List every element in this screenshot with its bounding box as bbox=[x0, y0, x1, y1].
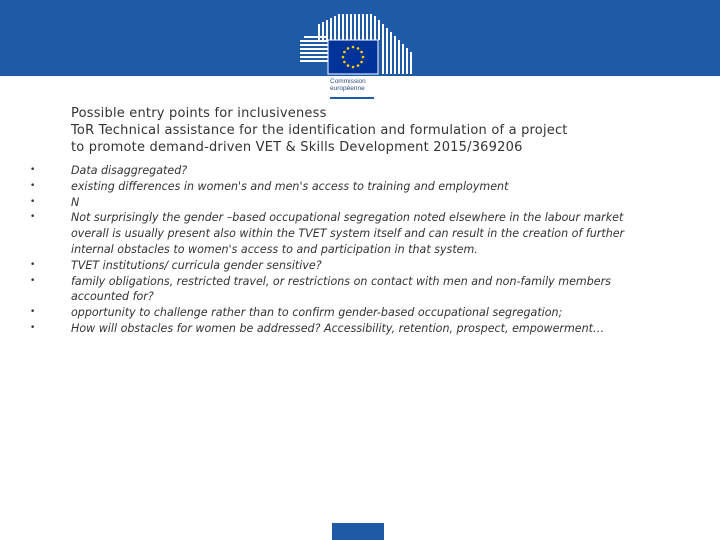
bullet-dot-icon: • bbox=[30, 196, 36, 207]
slide-title bbox=[71, 105, 691, 156]
bullet-list bbox=[30, 163, 680, 337]
bullet-dot-icon: • bbox=[30, 322, 36, 333]
logo-text bbox=[330, 78, 390, 92]
bullet-dot-icon: • bbox=[30, 212, 36, 223]
bullet-text-line: How will obstacles for women be addressed? Accessibility, retention, prospect, empowerment… bbox=[71, 321, 605, 335]
bullet-text-line: existing differences in women's and men's access to training and employment bbox=[71, 179, 509, 193]
bullet-item bbox=[30, 163, 680, 179]
bullet-item bbox=[30, 274, 680, 306]
bullet-dot-icon: • bbox=[30, 275, 36, 286]
european-commission-logo bbox=[300, 14, 422, 100]
bullet-dot-icon: • bbox=[30, 165, 36, 175]
title-line-3: to promote demand-driven VET & Skills Development 2015/369206 bbox=[71, 140, 523, 155]
bullet-text-line: Data disaggregated? bbox=[71, 164, 188, 177]
title-line-2: ToR Technical assistance for the identification and formulation of a project bbox=[71, 123, 568, 138]
footer-bar bbox=[332, 523, 384, 540]
bullet-text-line: N bbox=[71, 195, 80, 209]
bullet-dot-icon: • bbox=[30, 180, 36, 191]
bullet-text-line: Not surprisingly the gender –based occupational segregation noted elsewhere in the labour market bbox=[71, 211, 624, 225]
bullet-text-line: TVET institutions/ curricula gender sensitive? bbox=[71, 258, 322, 272]
bullet-item bbox=[30, 210, 680, 257]
bullet-text-line: opportunity to challenge rather than to confirm gender-based occupational segregation; bbox=[71, 306, 563, 320]
bullet-item bbox=[30, 321, 680, 337]
bullet-dot-icon: • bbox=[30, 259, 36, 270]
bullet-item bbox=[30, 195, 680, 211]
bullet-text-line: internal obstacles to women's access to and participation in that system. bbox=[71, 242, 478, 256]
logo-text-line-1: Commission bbox=[330, 78, 366, 85]
bullet-text-line: family obligations, restricted travel, or restrictions on contact with men and non-family members bbox=[71, 274, 611, 288]
title-line-1: Possible entry points for inclusiveness bbox=[71, 106, 327, 121]
logo-text-line-2: européenne bbox=[330, 85, 365, 92]
bullet-item bbox=[30, 258, 680, 274]
bullet-item bbox=[30, 179, 680, 195]
bullet-item bbox=[30, 305, 680, 321]
bullet-text-line: accounted for? bbox=[71, 290, 154, 304]
bullet-text-line: overall is usually present also within the TVET system itself and can result in the creation of further bbox=[71, 227, 625, 241]
bullet-dot-icon: • bbox=[30, 307, 36, 318]
